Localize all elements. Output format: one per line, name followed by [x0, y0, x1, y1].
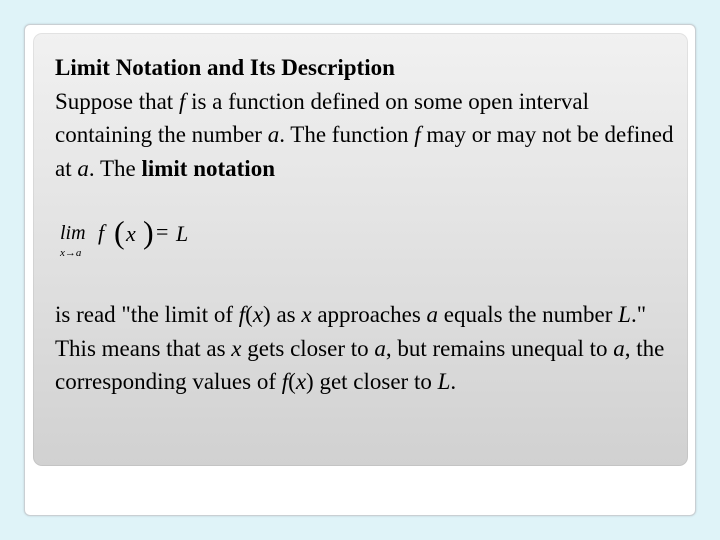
math-a: a [426, 302, 439, 327]
formula-equals: = [156, 219, 169, 244]
slide-heading: Limit Notation and Its Description [55, 55, 395, 80]
text-run: ) get closer to [306, 369, 438, 394]
text-run: approaches [311, 302, 427, 327]
formula-subscript: x→a [60, 247, 82, 259]
text-run: , the corresponding values of [55, 335, 665, 394]
text-run: , but remains unequal to [385, 335, 614, 361]
math-a: a [267, 122, 280, 147]
math-a: a [613, 335, 625, 361]
math-L: L [437, 369, 451, 394]
text-run: ) as [263, 302, 302, 327]
text-run: ." This means that as [55, 302, 647, 361]
text-run: Suppose that [55, 88, 179, 114]
text-run: equals the number [438, 302, 619, 327]
text-run: ( [245, 302, 253, 327]
math-f: f [281, 369, 289, 394]
math-x: x [301, 302, 312, 327]
paragraph-explanation [55, 298, 675, 399]
math-a: a [77, 155, 89, 181]
limit-formula [58, 214, 218, 266]
math-a: a [374, 335, 386, 361]
text-run: . The function [279, 122, 415, 147]
text-run: is a function defined on some open interval containing the number [55, 88, 590, 147]
math-x: x [231, 335, 242, 361]
text-run: . The [88, 155, 142, 181]
math-f: f [238, 302, 246, 327]
text-run: . [450, 369, 457, 394]
text-run: may or may not be defined at [55, 122, 674, 181]
text-block-top [55, 51, 675, 185]
formula-limit-value: L [176, 221, 189, 246]
formula-variable: x [126, 221, 136, 246]
text-run: is read "the limit of [55, 302, 239, 327]
bold-term: limit notation [141, 155, 275, 181]
formula-lim: lim [60, 222, 86, 244]
formula-open-paren: ( [114, 214, 125, 250]
math-L: L [618, 302, 631, 327]
formula-close-paren: ) [143, 214, 154, 250]
math-f: f [414, 122, 421, 147]
formula-function: f [98, 220, 105, 245]
math-f: f [178, 88, 186, 114]
math-x: x [252, 302, 264, 327]
paragraph-definition [55, 85, 675, 186]
text-run: ( [288, 369, 296, 394]
math-x: x [295, 369, 307, 394]
text-run: gets closer to [241, 335, 375, 361]
